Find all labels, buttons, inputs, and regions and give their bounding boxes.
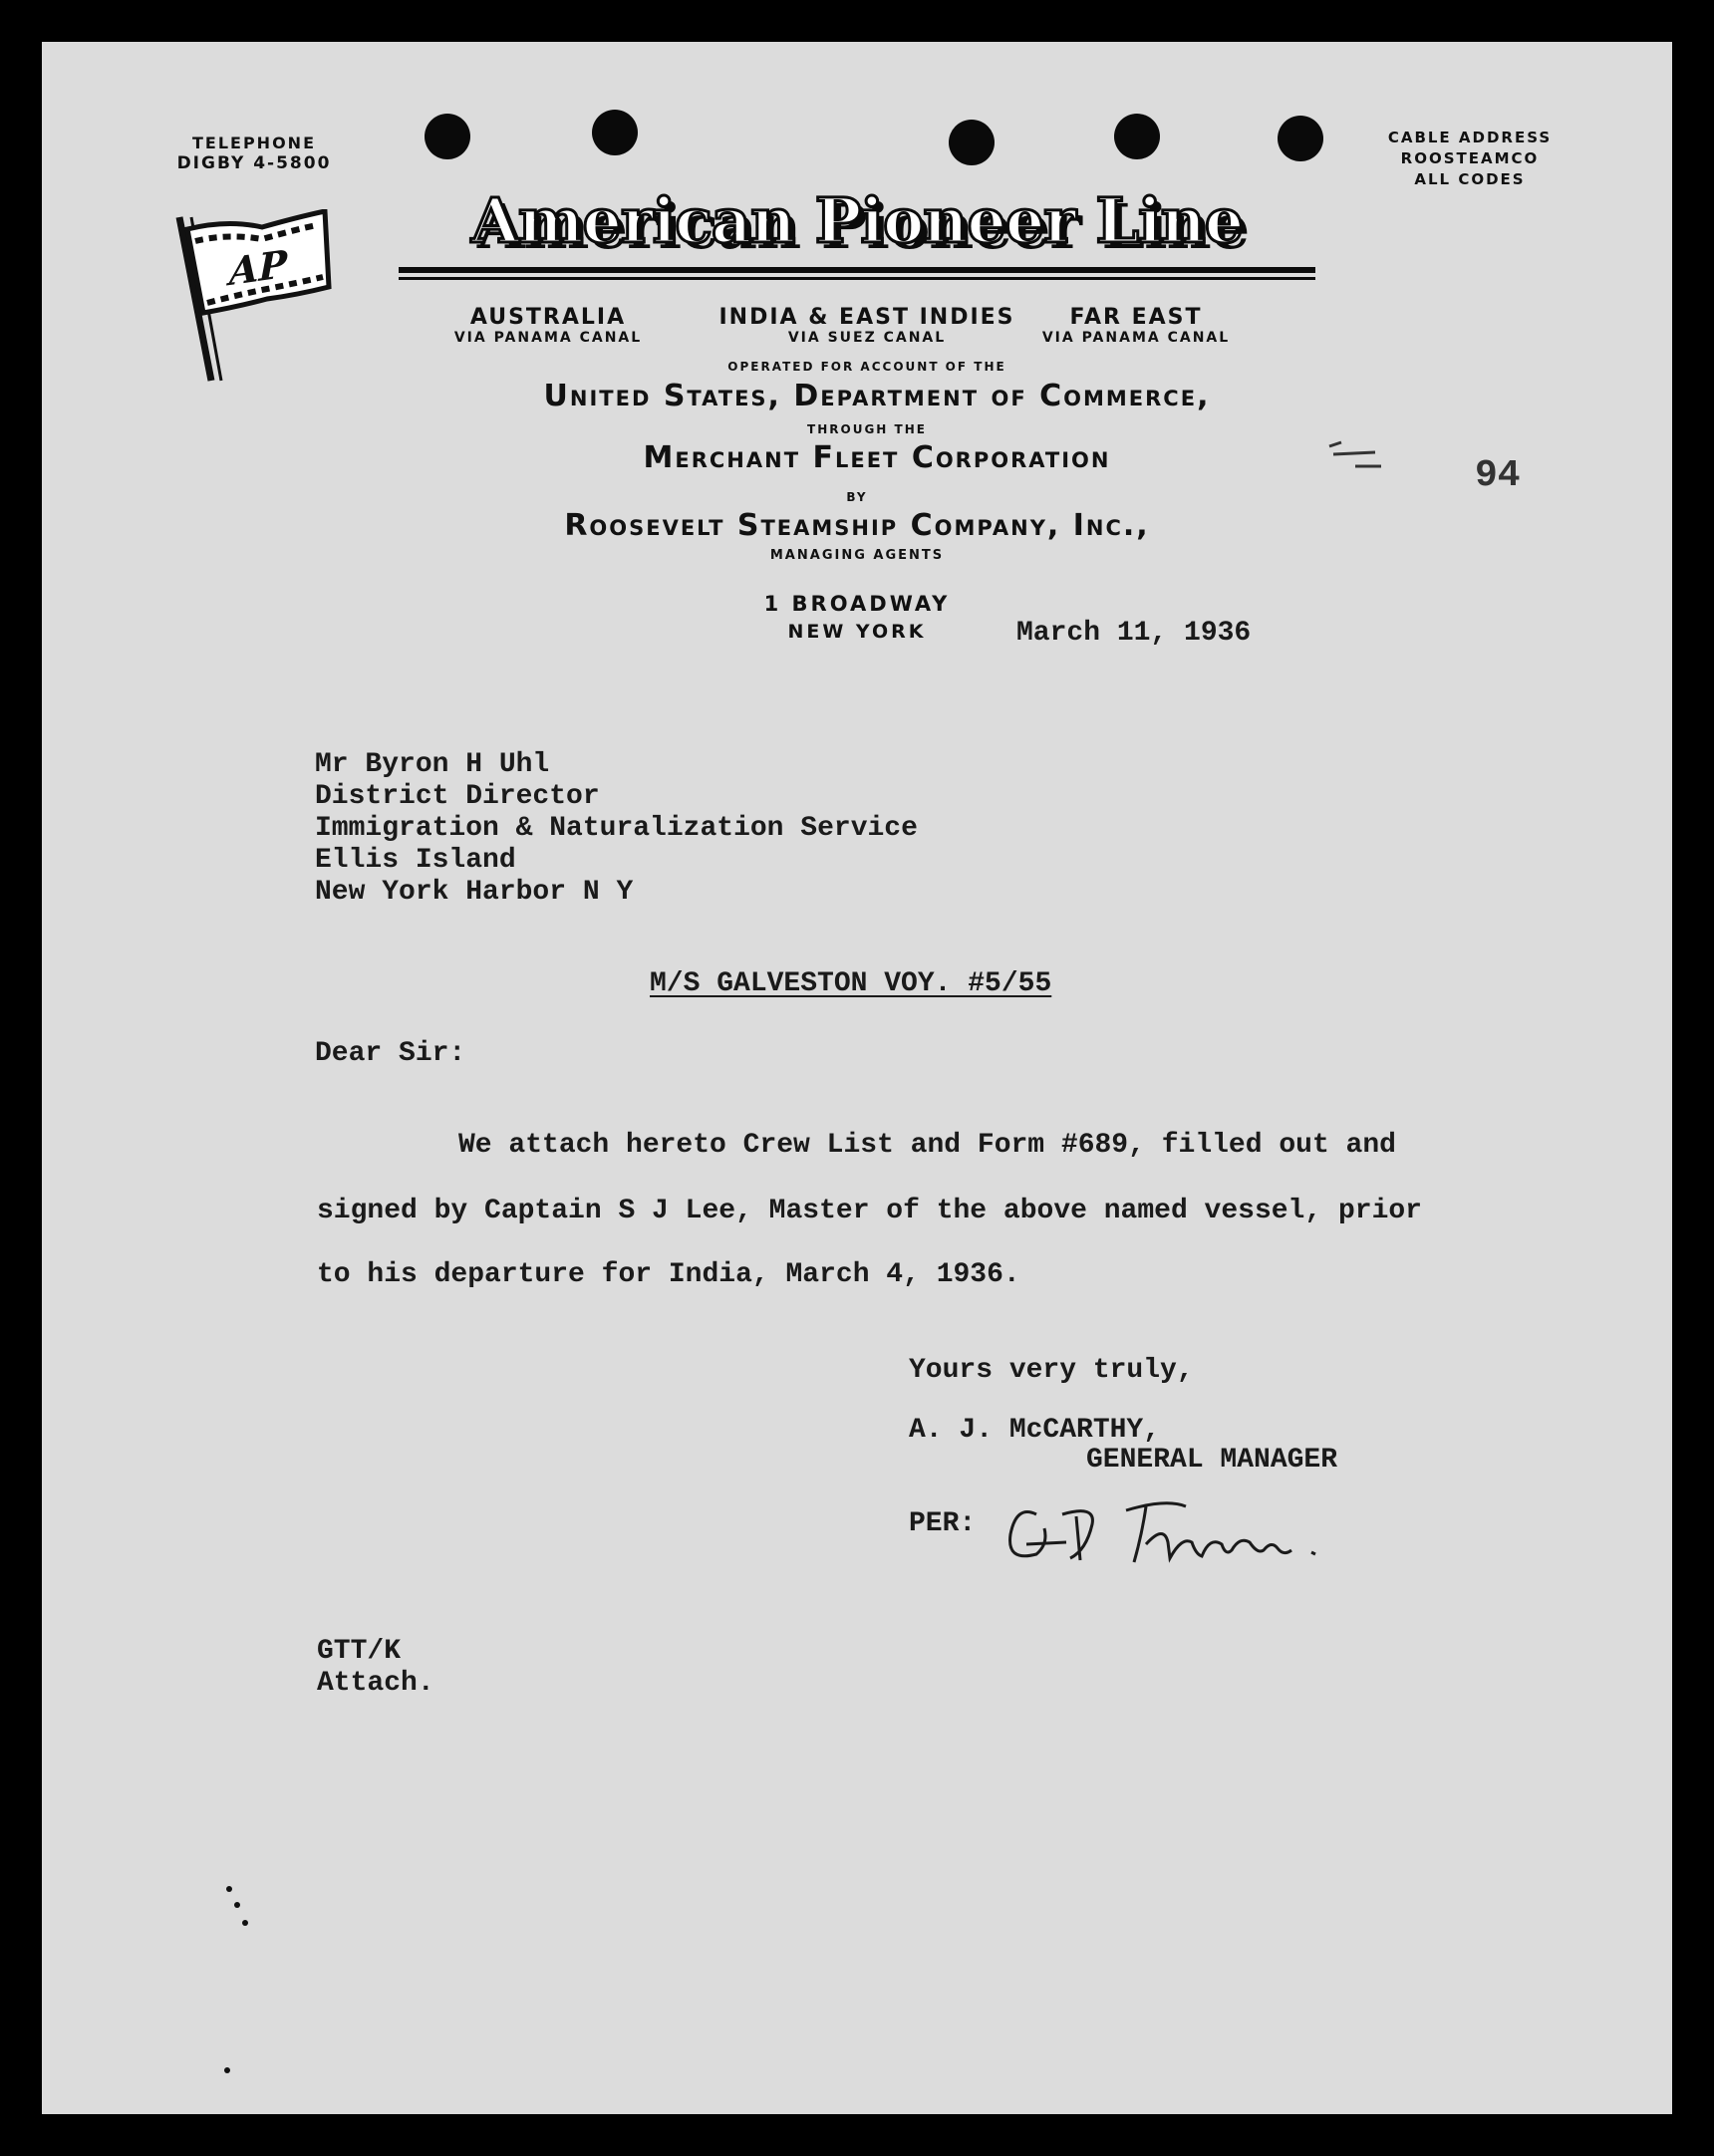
closing: Yours very truly, (909, 1355, 1194, 1386)
through-label: THROUGH THE (807, 422, 927, 436)
flag-monogram: AP (229, 240, 288, 295)
body-line: We attach hereto Crew List and Form #689, filled out and (458, 1130, 1396, 1161)
flag-logo (167, 209, 337, 389)
cable-address-line: CABLE ADDRESS (1387, 129, 1553, 146)
company-logo (399, 179, 1315, 279)
reference-block (317, 1636, 434, 1700)
body-line: signed by Captain S J Lee, Master of the above named vessel, prior (317, 1196, 1422, 1226)
cable-address-line: ROOSTEAMCO (1400, 149, 1540, 167)
pencil-mark (1325, 438, 1385, 468)
logo-wordmark: American Pioneer Line (470, 184, 1244, 257)
salutation: Dear Sir: (315, 1038, 466, 1069)
recipient-address (315, 749, 918, 909)
handwritten-signature (997, 1484, 1345, 1574)
punch-hole (425, 114, 470, 159)
signer-title: GENERAL MANAGER (1086, 1445, 1338, 1476)
by-label: BY (846, 490, 868, 504)
telephone-block (140, 134, 369, 173)
body-line: to his departure for India, March 4, 1936. (317, 1259, 1020, 1290)
route-australia: AUSTRALIA VIA PANAMA CANAL (453, 305, 643, 346)
telephone-number: DIGBY 4-5800 (176, 153, 332, 173)
route-india: INDIA & EAST INDIES VIA SUEZ CANAL (718, 305, 1015, 346)
letter-date: March 11, 1936 (1016, 618, 1252, 649)
punch-hole (949, 120, 995, 165)
punch-hole (592, 110, 638, 155)
recipient-line: Mr Byron H Uhl (315, 749, 550, 780)
recipient-line: New York Harbor N Y (315, 877, 634, 908)
per-label: PER: (909, 1508, 977, 1539)
department-name: United States, Department of Commerce, (543, 379, 1211, 413)
address-block (717, 590, 997, 646)
route-far-east: FAR EAST VIA PANAMA CANAL (1041, 305, 1231, 346)
cable-address-block (1345, 128, 1594, 190)
typist-initials: GTT/K (317, 1636, 402, 1667)
logo-underline (399, 267, 1315, 273)
file-mark: 94 (1475, 454, 1521, 497)
subject-line: M/S GALVESTON VOY. #5/55 (650, 968, 1052, 999)
scan-specks (223, 1883, 253, 2112)
operated-for: OPERATED FOR ACCOUNT OF THE (727, 360, 1006, 374)
signer-name: A. J. McCARTHY, (909, 1415, 1161, 1446)
cable-address-line: ALL CODES (1414, 170, 1526, 188)
recipient-line: Immigration & Naturalization Service (315, 813, 918, 844)
corporation-name: Merchant Fleet Corporation (643, 440, 1111, 475)
attachment-note: Attach. (317, 1668, 434, 1699)
punch-hole (1278, 116, 1323, 161)
logo-underline (399, 277, 1315, 280)
punch-hole (1114, 114, 1160, 159)
address-line: 1 BROADWAY (763, 592, 951, 616)
address-line: NEW YORK (787, 621, 927, 643)
recipient-line: District Director (315, 781, 600, 812)
company-name: Roosevelt Steamship Company, Inc., (564, 508, 1150, 543)
telephone-label: TELEPHONE (191, 134, 316, 152)
managing-agents: MANAGING AGENTS (769, 548, 945, 563)
recipient-line: Ellis Island (315, 845, 516, 876)
